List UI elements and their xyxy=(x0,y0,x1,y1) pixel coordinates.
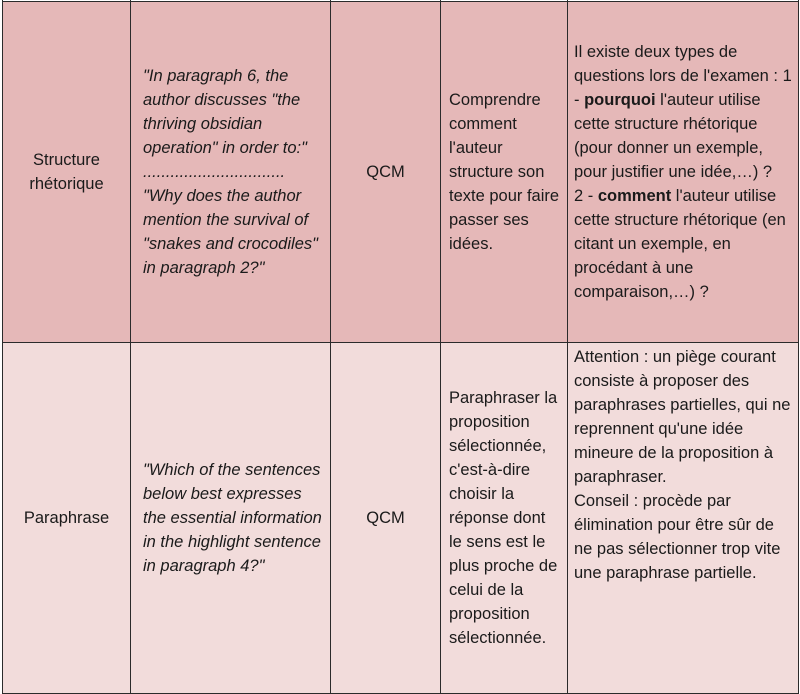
note-text: Attention : un piège courant consiste à proposer des paraphrases partielles, qui ne reprennent qu'une idée mineure de la proposition à paraphraser. xyxy=(574,348,791,486)
note-keyword: pourquoi xyxy=(584,91,656,109)
example-question: "Why does the author mention the survival of "snakes and crocodiles" in paragraph 2?" xyxy=(143,187,318,277)
format-cell: QCM xyxy=(331,343,441,694)
note-cell xyxy=(568,343,799,694)
example-question: "In paragraph 6, the author discusses "the thriving obsidian operation" in order to:" xyxy=(143,67,307,157)
table-row xyxy=(3,2,799,343)
example-question-cell xyxy=(131,2,331,343)
skill-cell: Paraphraser la proposition sélectionnée, c'est-à-dire choisir la réponse dont le sens est le plus proche de celui de la proposition sélectionnée. xyxy=(441,343,568,694)
note-keyword: comment xyxy=(597,187,672,205)
note-cell xyxy=(568,2,799,343)
note-text: Il existe deux types de questions lors de l'examen : 1 - xyxy=(574,43,792,109)
question-type-cell: Paraphrase xyxy=(3,343,131,694)
format-cell: QCM xyxy=(331,2,441,343)
question-types-table xyxy=(2,0,799,694)
table-row xyxy=(3,343,799,694)
example-question-cell: "Which of the sentences below best expresses the essential information in the highlight sentence in paragraph 4?" xyxy=(131,343,331,694)
separator-dots: ............................... xyxy=(143,163,286,181)
note-text: Conseil : procède par élimination pour être sûr de ne pas sélectionner trop vite une paraphrase partielle. xyxy=(574,492,781,582)
question-type-cell: Structure rhétorique xyxy=(3,2,131,343)
note-text: l'auteur utilise cette structure rhétorique (en citant un exemple, en procédant à une comparaison,…) ? xyxy=(574,187,786,301)
note-text: 2 - xyxy=(574,187,598,205)
note-text: l'auteur utilise cette structure rhétorique (pour donner un exemple, pour justifier une idée,…) ? xyxy=(574,91,773,181)
skill-cell: Comprendre comment l'auteur structure son texte pour faire passer ses idées. xyxy=(441,2,568,343)
